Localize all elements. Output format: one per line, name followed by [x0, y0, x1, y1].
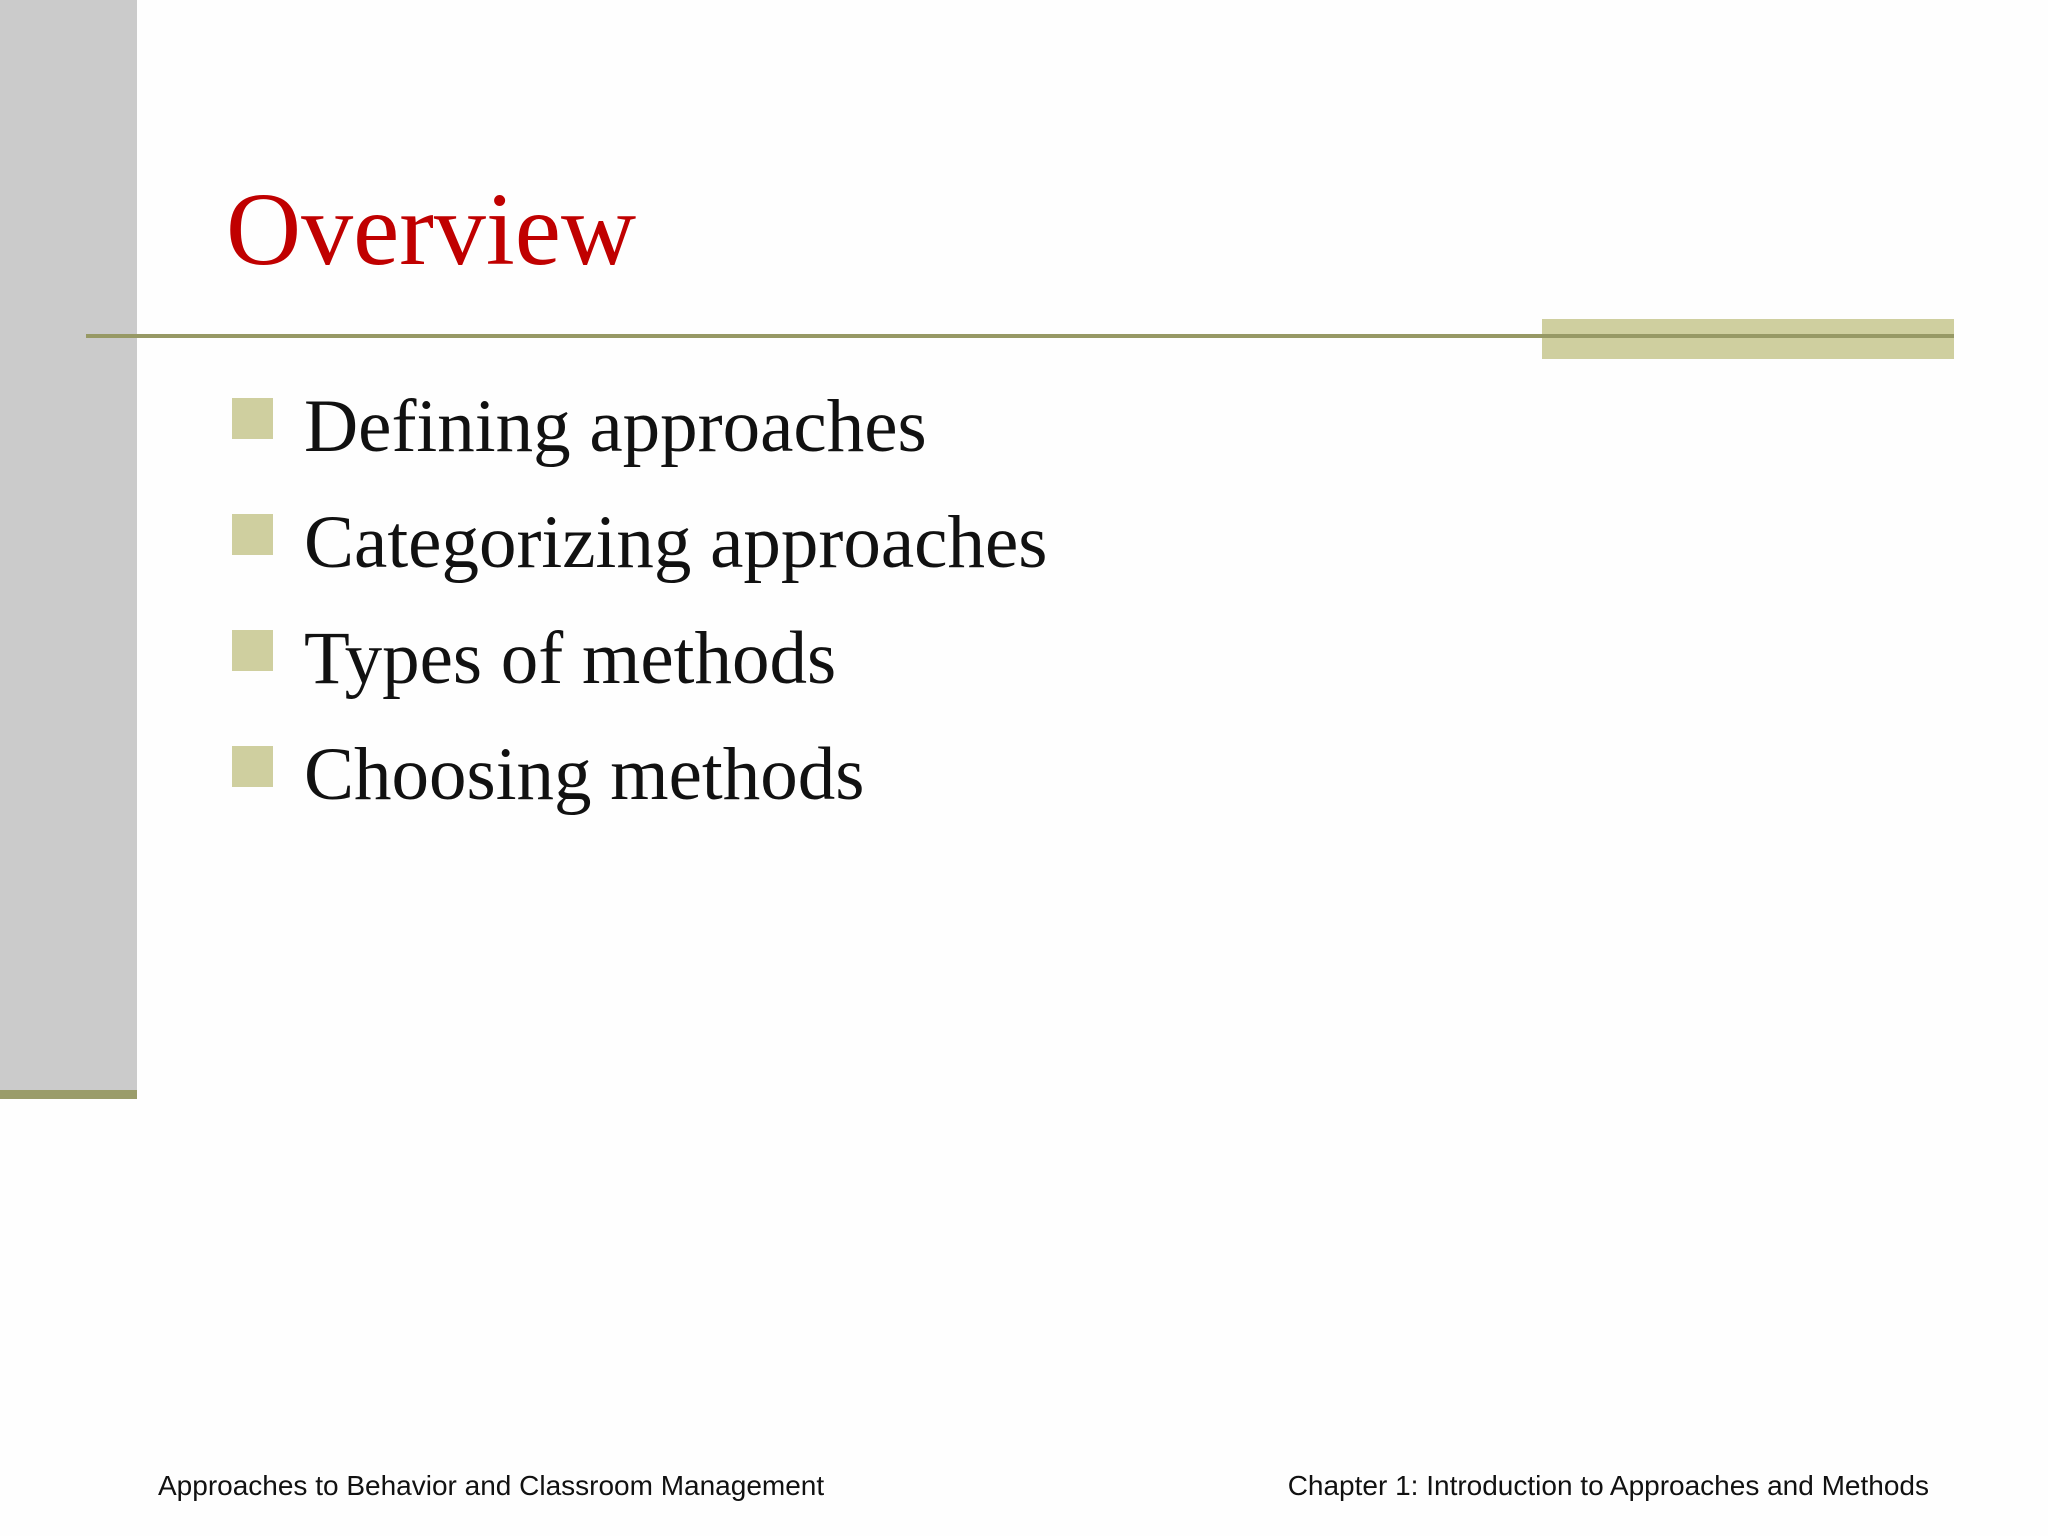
slide-title: Overview [226, 172, 637, 287]
bullet-item [230, 730, 1047, 846]
left-side-bar [0, 0, 137, 1098]
side-bar-underline [0, 1090, 137, 1099]
square-bullet-icon [232, 514, 273, 555]
square-bullet-icon [232, 746, 273, 787]
bullet-text: Types of methods [304, 617, 837, 700]
bullet-item [230, 382, 1047, 498]
title-accent-block [1542, 319, 1954, 359]
footer-course-title: Approaches to Behavior and Classroom Management [158, 1470, 825, 1501]
bullet-item [230, 498, 1047, 614]
bullet-list [230, 382, 1047, 846]
title-accent-line [1542, 334, 1954, 338]
square-bullet-icon [232, 630, 273, 671]
footer-chapter-title: Chapter 1: Introduction to Approaches and Methods [1287, 1470, 1929, 1501]
bullet-text: Defining approaches [304, 385, 927, 468]
bullet-text: Categorizing approaches [304, 501, 1048, 584]
bullet-item [230, 614, 1047, 730]
bullet-text: Choosing methods [304, 733, 865, 816]
square-bullet-icon [232, 398, 273, 439]
